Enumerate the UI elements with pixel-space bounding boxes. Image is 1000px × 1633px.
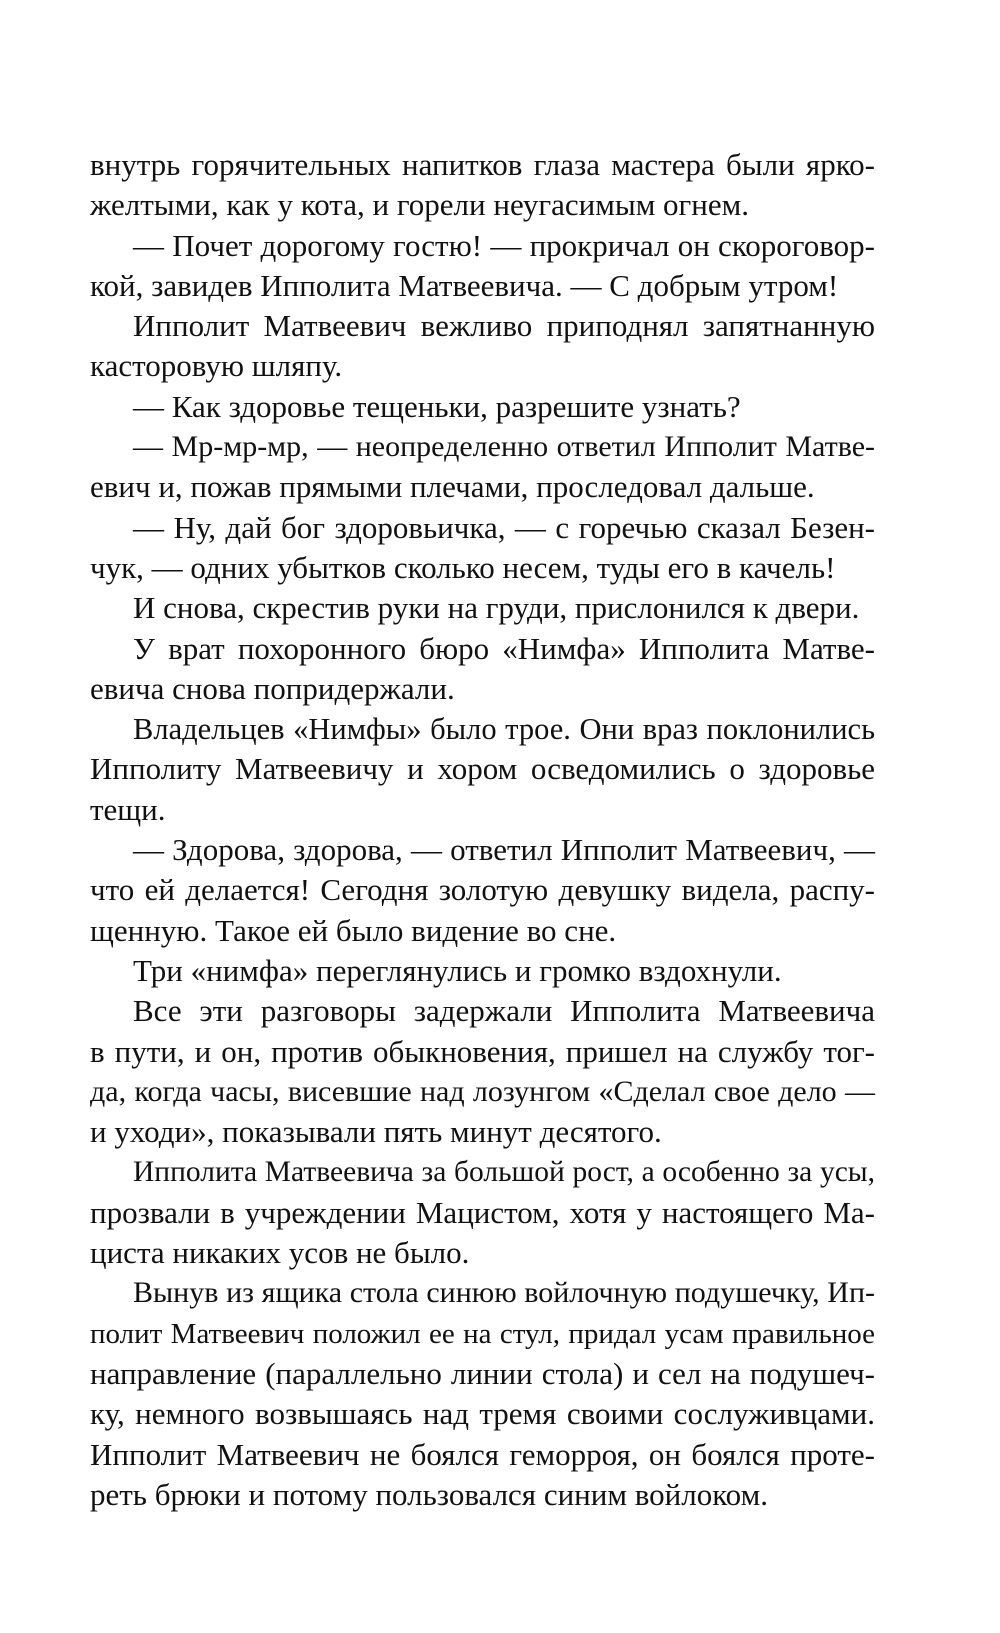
text-line: касторовую шляпу. — [90, 348, 343, 384]
text-line: что ей делается! Сегодня золотую девушку видела, распу- — [90, 872, 875, 908]
text-line: в пути, и он, против обыкновения, пришел на службу тог- — [90, 1033, 875, 1069]
text-line: да, когда часы, висевшие над лозунгом «Сделал свое дело — — [90, 1074, 875, 1108]
text-line: желтыми, как у кота, и горели неугасимым огнем. — [90, 187, 749, 223]
text-line: кой, завидев Ипполита Матвеевича. — С добрым утром! — [90, 267, 839, 303]
text-line: щенную. Такое ей было видение во сне. — [90, 912, 617, 948]
text-line: У врат похоронного бюро «Нимфа» Ипполита Матве- — [133, 630, 875, 666]
text-line: Владельцев «Нимфы» было трое. Они враз поклонились — [133, 712, 875, 747]
text-line: — Как здоровье тещеньки, разрешите узнать? — [133, 388, 741, 424]
text-line: и уходи», показывали пять минут десятого. — [90, 1114, 662, 1150]
text-line: направление (параллельно линии стола) и сел на подушеч- — [90, 1355, 875, 1391]
text-line: евича снова попридержали. — [90, 670, 455, 706]
text-line: — Здорова, здорова, — ответил Ипполит Матвеевич, — — [133, 832, 875, 868]
book-page-text — [90, 145, 875, 1515]
text-line: Три «нимфа» переглянулись и громко вздохнули. — [133, 952, 782, 988]
text-line: — Ну, дай бог здоровьичка, — с горечью сказал Безен- — [133, 509, 875, 545]
text-line: циста никаких усов не было. — [90, 1235, 470, 1271]
text-line: Все эти разговоры задержали Ипполита Матвеевича — [133, 993, 875, 1029]
text-line: тещи. — [90, 791, 166, 827]
text-line: Вынув из ящика стола синюю войлочную подушечку, Ип- — [133, 1276, 875, 1310]
text-line: евич и, пожав прямыми плечами, проследовал дальше. — [90, 469, 815, 505]
text-line: Ипполита Матвеевича за большой рост, а особенно за усы, — [133, 1156, 875, 1189]
text-line: чук, — одних убытков сколько несем, туды его в качель! — [90, 549, 836, 585]
text-line: Ипполит Матвеевич не боялся геморроя, он боялся проте- — [90, 1436, 875, 1472]
text-line: И снова, скрестив руки на груди, прислонился к двери. — [133, 590, 860, 626]
text-line: Ипполиту Матвеевичу и хором осведомились о здоровье — [90, 751, 875, 787]
text-line: прозвали в учреждении Мацистом, хотя у настоящего Ма- — [90, 1194, 875, 1230]
text-line: внутрь горячительных напитков глаза мастера были ярко- — [90, 147, 875, 182]
text-line: ку, немного возвышаясь над тремя своими сослуживцами. — [90, 1396, 875, 1432]
text-line: реть брюки и потому пользовался синим войлоком. — [90, 1476, 768, 1512]
text-line: — Почет дорогому гостю! — прокричал он скороговор- — [133, 227, 875, 263]
text-line: — Мр-мр-мр, — неопределенно ответил Ипполит Матве- — [133, 430, 875, 464]
text-line: Ипполит Матвеевич вежливо приподнял запятнанную — [133, 308, 875, 344]
text-line: полит Матвеевич положил ее на стул, придал усам правильное — [90, 1317, 875, 1350]
